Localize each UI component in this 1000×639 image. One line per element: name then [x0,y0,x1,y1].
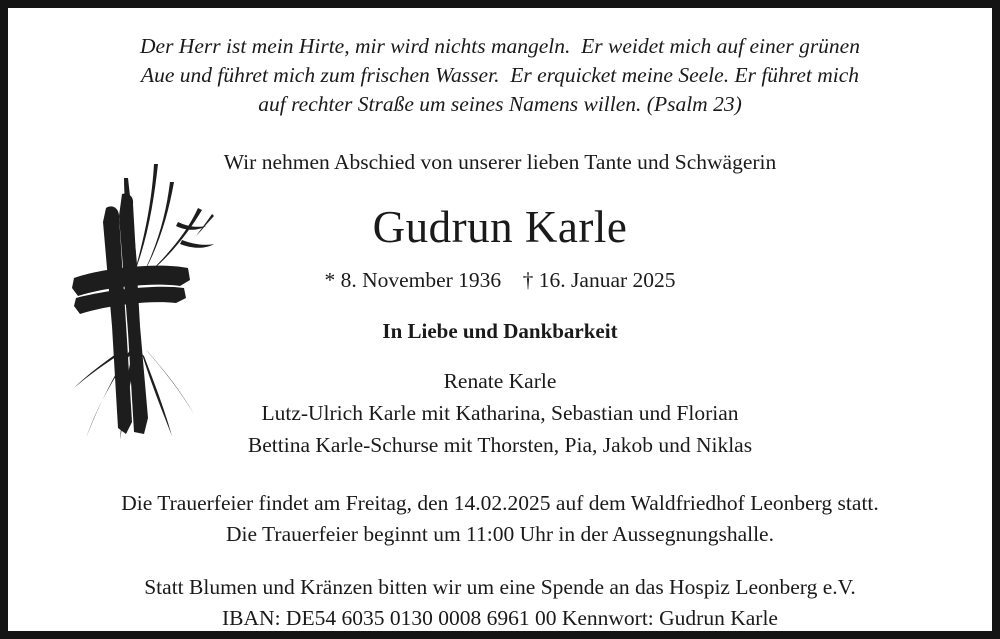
bible-verse [42,32,958,119]
dedication-text: In Liebe und Dankbarkeit [382,319,618,344]
service-line: Die Trauerfeier beginnt um 11:00 Uhr in der Aussegnungshalle. [226,522,774,547]
birth-death-dates: * 8. November 1936 † 16. Januar 2025 [324,268,676,293]
verse-line: Aue und führet mich zum frischen Wasser. Er erquicket meine Seele. Er führet mich [140,63,860,88]
mourner-line: Bettina Karle-Schurse mit Thorsten, Pia, Jakob und Niklas [247,433,753,458]
donation-line: Statt Blumen und Kränzen bitten wir um eine Spende an das Hospiz Leonberg e.V. [144,575,856,600]
donation-iban: IBAN: DE54 6035 0130 0008 6961 00 Kennwort: Gudrun Karle [222,606,778,631]
service-line: Die Trauerfeier findet am Freitag, den 14.02.2025 auf dem Waldfriedhof Leonberg statt. [121,490,879,515]
obituary-content [8,8,992,631]
deceased-name: Gudrun Karle [372,201,628,252]
mourner-line: Lutz-Ulrich Karle mit Katharina, Sebastian und Florian [261,401,739,426]
donation-info [42,572,958,634]
intro-text: Wir nehmen Abschied von unserer lieben Tante und Schwägerin [223,150,777,175]
funeral-service-info [42,488,958,550]
verse-line: Der Herr ist mein Hirte, mir wird nichts mangeln. Er weidet mich auf einer grünen [140,34,860,58]
verse-line: auf rechter Straße um seines Namens willen. (Psalm 23) [258,92,742,117]
mourner-line: Renate Karle [443,369,557,394]
cross-with-grass-icon [62,156,242,446]
